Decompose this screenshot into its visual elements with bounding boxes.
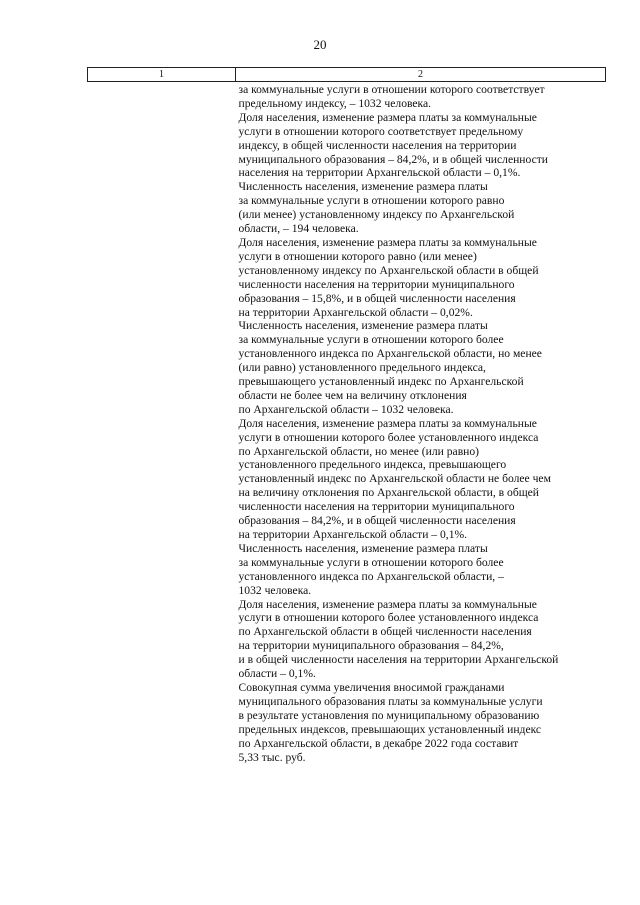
paragraph: Численность населения, изменение размера платы за коммунальные услуги в отношении которого более установленного индекса по Архангельской области, но менее (или равно) установленного предельного индекса, превышающего установленный индекс по Архангельской области не более чем на величину отклонения по Архангельской области – 1032 человека. <box>238 319 542 416</box>
column-number-2: 2 <box>236 68 606 82</box>
document-table <box>87 67 606 764</box>
paragraph: Численность населения, изменение размера платы за коммунальные услуги в отношении которого равно (или менее) установленному индексу по Архангельской области, – 194 человека. <box>238 180 515 236</box>
empty-first-column-cell <box>88 82 236 765</box>
content-cell <box>236 82 606 765</box>
paragraph: Доля населения, изменение размера платы за коммунальные услуги в отношении которого соответствует предельному индексу, в общей численности населения на территории муниципального образования – 84,2%, и в общей численности населения на территории Архангельской области – 0,1%. <box>238 110 549 180</box>
table-row <box>88 82 606 765</box>
paragraph: Доля населения, изменение размера платы за коммунальные услуги в отношении которого равно (или менее) установленному индексу по Архангельской области в общей численности населения на территории муниципального образования – 15,8%, и в общей численности населения на территории Архангельской области – 0,02%. <box>238 235 539 319</box>
paragraph: Численность населения, изменение размера платы за коммунальные услуги в отношении которого более установленного индекса по Архангельской области, – 1032 человека. <box>238 541 504 597</box>
paragraph: Доля населения, изменение размера платы за коммунальные услуги в отношении которого более установленного индекса по Архангельской области, но менее (или равно) установленного предельного индекса, превышающего установленный индекс по Архангельской области не более чем на величину отклонения по Архангельской области, в общей численности населения на территории муниципального образования – 84,2%, и в общей численности населения на территории Архангельской области – 0,1%. <box>238 416 551 541</box>
page-number: 20 <box>313 37 327 52</box>
paragraph: Совокупная сумма увеличения вносимой гражданами муниципального образования платы за коммунальные услуги в результате установления по муниципальному образованию предельных индексов, превышающих установленный индекс по Архангельской области, в декабре 2022 года составит 5,33 тыс. руб. <box>238 680 543 764</box>
table-header-row <box>88 68 606 82</box>
column-number-1: 1 <box>88 68 236 82</box>
paragraph: Доля населения, изменение размера платы за коммунальные услуги в отношении которого более установленного индекса по Архангельской области в общей численности населения на территории муниципального образования – 84,2%, и в общей численности населения на территории Архангельской области – 0,1%. <box>238 597 559 681</box>
paragraph: за коммунальные услуги в отношении которого соответствует предельному индексу, – 1032 человека. <box>238 83 545 110</box>
